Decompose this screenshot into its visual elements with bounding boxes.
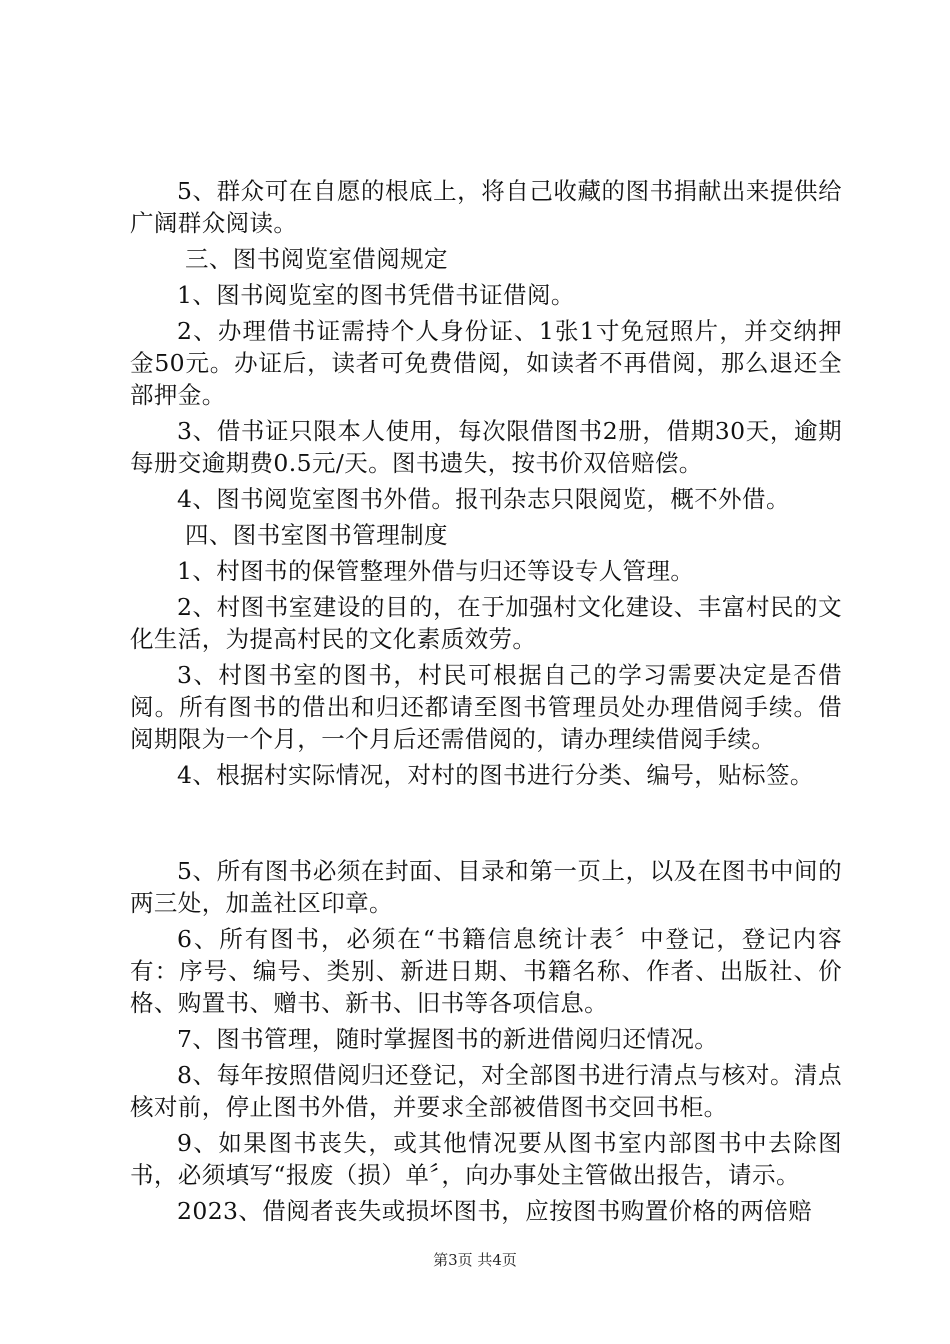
paragraph: 6、所有图书，必须在“书籍信息统计表〞中登记，登记内容有：序号、编号、类别、新进日期、书籍名称、作者、出版社、价格、购置书、赠书、新书、旧书等各项信息。	[130, 925, 842, 1017]
paragraph: 4、根据村实际情况，对村的图书进行分类、编号，贴标签。	[177, 761, 814, 789]
document-body	[130, 175, 842, 1231]
paragraph: 2、村图书室建设的目的，在于加强村文化建设、丰富村民的文化生活，为提高村民的文化素质效劳。	[130, 593, 842, 653]
section-heading: 三、图书阅览室借阅规定	[185, 245, 448, 273]
paragraph: 3、借书证只限本人使用，每次限借图书2册，借期30天，逾期每册交逾期费0.5元/天。图书遗失，按书价双倍赔偿。	[130, 417, 842, 477]
paragraph: 8、每年按照借阅归还登记，对全部图书进行清点与核对。清点核对前，停止图书外借，并要求全部被借图书交回书柜。	[130, 1061, 842, 1121]
paragraph: 5、群众可在自愿的根底上，将自己收藏的图书捐献出来提供给广阔群众阅读。	[130, 177, 842, 237]
paragraph: 2023、借阅者丧失或损坏图书，应按图书购置价格的两倍赔	[177, 1197, 813, 1225]
paragraph: 3、村图书室的图书，村民可根据自己的学习需要决定是否借阅。所有图书的借出和归还都请至图书管理员处办理借阅手续。借阅期限为一个月，一个月后还需借阅的，请办理续借阅手续。	[130, 661, 842, 753]
paragraph: 9、如果图书丧失，或其他情况要从图书室内部图书中去除图书，必须填写“报废（损）单〞，向办事处主管做出报告，请示。	[130, 1129, 842, 1189]
paragraph: 7、图书管理，随时掌握图书的新进借阅归还情况。	[177, 1025, 719, 1053]
section-heading: 四、图书室图书管理制度	[185, 521, 448, 549]
paragraph: 1、村图书的保管整理外借与归还等设专人管理。	[177, 557, 695, 585]
paragraph: 5、所有图书必须在封面、目录和第一页上，以及在图书中间的两三处，加盖社区印章。	[130, 857, 842, 917]
page-footer: 第3页 共4页	[433, 1251, 517, 1269]
paragraph: 4、图书阅览室图书外借。报刊杂志只限阅览，概不外借。	[177, 485, 790, 513]
paragraph: 1、图书阅览室的图书凭借书证借阅。	[177, 281, 575, 309]
paragraph: 2、办理借书证需持个人身份证、1张1寸免冠照片，并交纳押金50元。办证后，读者可免费借阅，如读者不再借阅，那么退还全部押金。	[130, 317, 842, 409]
blank-line	[130, 807, 842, 839]
